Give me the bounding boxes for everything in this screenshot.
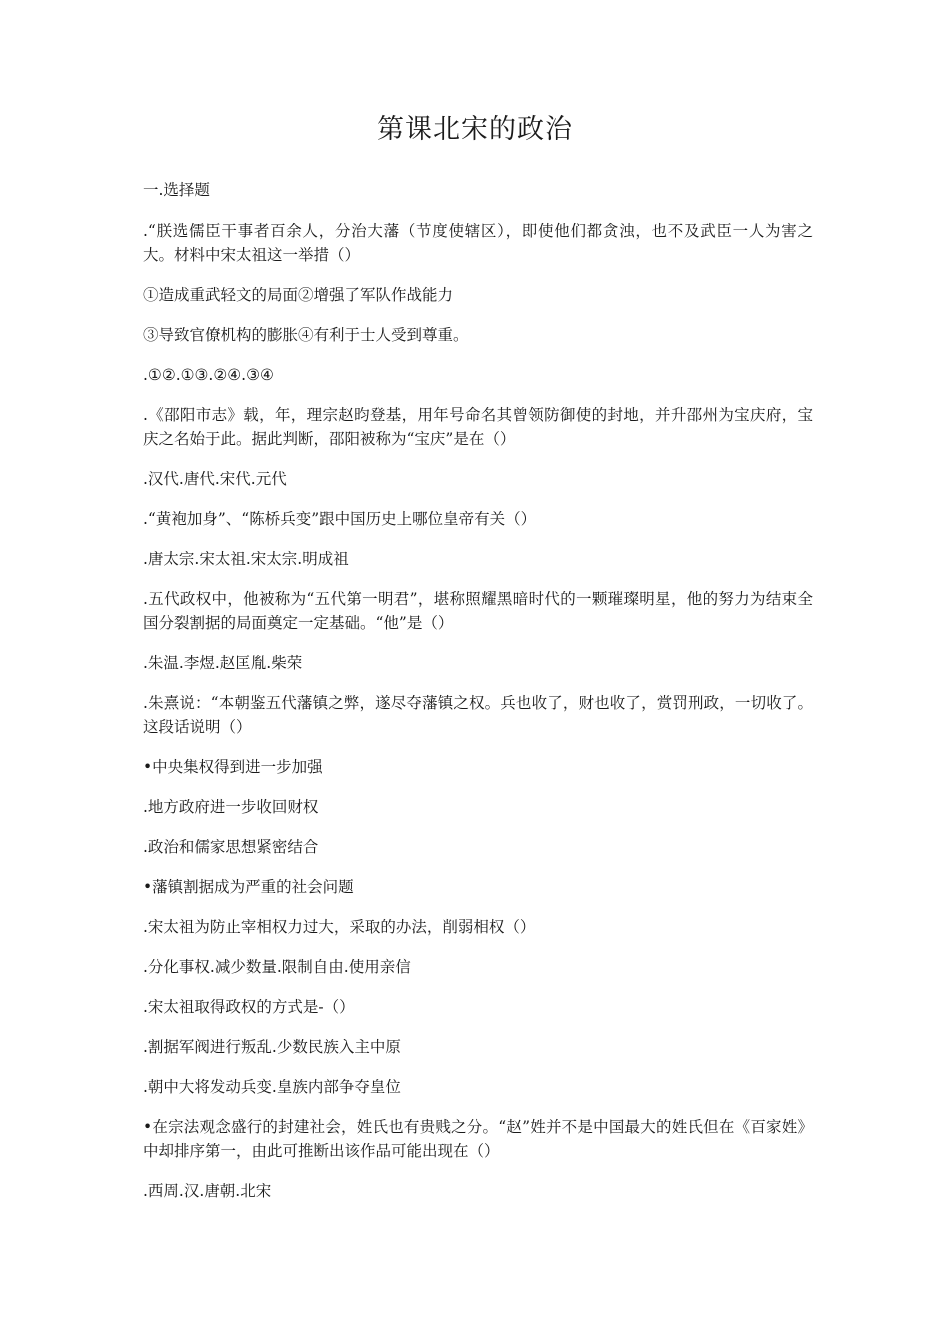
section-heading: 一.选择题 (143, 181, 210, 199)
document-paragraph: .“黄袍加身”、“陈桥兵变”跟中国历史上哪位皇帝有关（） (143, 510, 537, 528)
document-paragraph: .汉代.唐代.宋代.元代 (143, 470, 287, 488)
document-paragraph: .割据军阀进行叛乱.少数民族入主中原 (143, 1038, 401, 1056)
document-paragraph: .朱熹说：“本朝鉴五代藩镇之弊，遂尽夺藩镇之权。兵也收了，财也收了，赏罚刑政，一切收了。这段话说明（） (143, 694, 813, 736)
document-paragraph: .政治和儒家思想紧密结合 (143, 838, 319, 856)
document-paragraph: .《邵阳市志》载，年，理宗赵昀登基，用年号命名其曾领防御使的封地，并升邵州为宝庆府，宝庆之名始于此。据此判断，邵阳被称为“宝庆”是在（） (143, 406, 813, 448)
document-paragraph: .地方政府进一步收回财权 (143, 798, 319, 816)
page-title: 第课北宋的政治 (377, 114, 573, 145)
document-paragraph: •在宗法观念盛行的封建社会，姓氏也有贵贱之分。“赵”姓并不是中国最大的姓氏但在《百家姓》中却排序第一，由此可推断出该作品可能出现在（） (143, 1118, 813, 1160)
document-paragraph: •中央集权得到进一步加强 (143, 758, 323, 776)
document-body (143, 178, 813, 1219)
document-paragraph: .宋太祖取得政权的方式是-（） (143, 998, 355, 1016)
document-paragraph: .分化事权.减少数量.限制自由.使用亲信 (143, 958, 411, 976)
document-paragraph: .宋太祖为防止宰相权力过大，采取的办法，削弱相权（） (143, 918, 536, 936)
document-paragraph: .西周.汉.唐朝.北宋 (143, 1182, 272, 1200)
document-paragraph: .朱温.李煜.赵匡胤.柴荣 (143, 654, 303, 672)
document-paragraph: •藩镇割据成为严重的社会问题 (143, 878, 354, 896)
document-paragraph: ①造成重武轻文的局面②增强了军队作战能力 (143, 286, 454, 304)
document-paragraph: .①②.①③.②④.③④ (143, 366, 274, 384)
document-paragraph: .朝中大将发动兵变.皇族内部争夺皇位 (143, 1078, 401, 1096)
document-paragraph: .五代政权中，他被称为“五代第一明君”，堪称照耀黑暗时代的一颗璀璨明星，他的努力为结束全国分裂割据的局面奠定一定基础。“他”是（） (143, 590, 813, 632)
document-paragraph: .唐太宗.宋太祖.宋太宗.明成祖 (143, 550, 349, 568)
document-paragraph: ③导致官僚机构的膨胀④有利于士人受到尊重。 (143, 326, 469, 344)
question-list (143, 219, 813, 1203)
document-paragraph: .“朕选儒臣干事者百余人，分治大藩（节度使辖区），即使他们都贪浊，也不及武臣一人为害之大。材料中宋太祖这一举措（） (143, 222, 813, 264)
